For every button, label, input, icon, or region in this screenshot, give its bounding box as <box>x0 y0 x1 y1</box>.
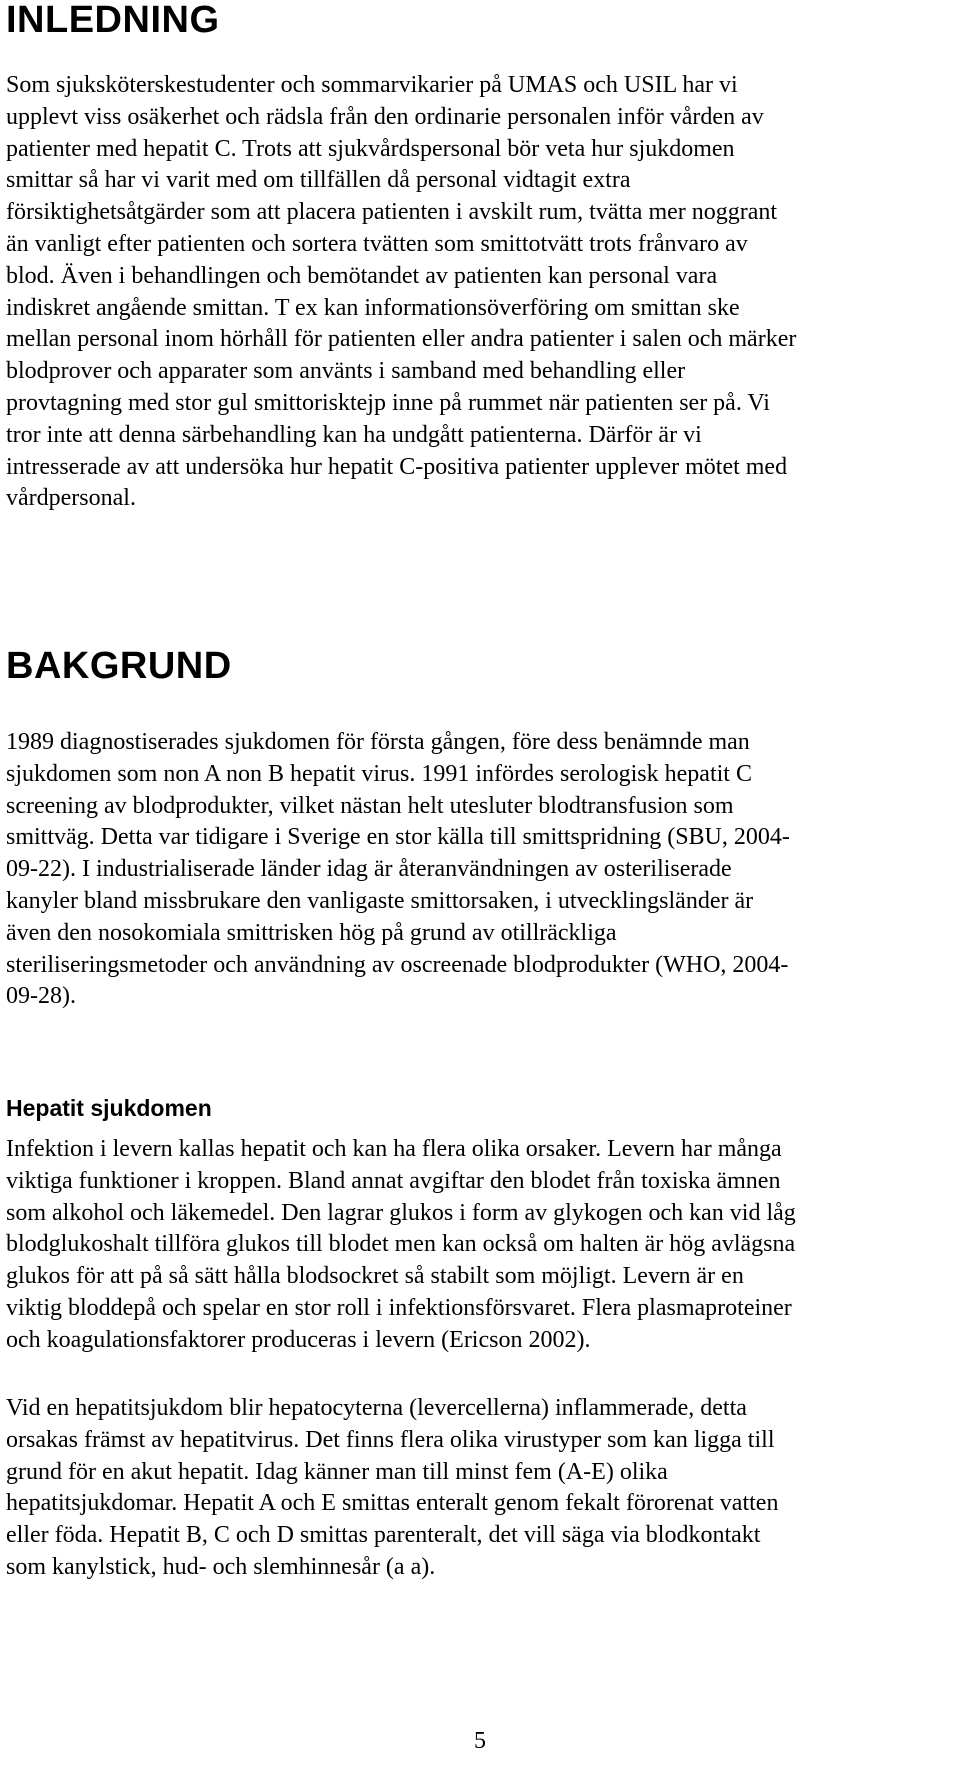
text-line: upplevt viss osäkerhet och rädsla från den ordinarie personalen inför vården av <box>6 103 764 130</box>
text-line: som alkohol och läkemedel. Den lagrar glukos i form av glykogen och kan vid låg <box>6 1199 796 1226</box>
text-line: smittväg. Detta var tidigare i Sverige en stor källa till smittspridning (SBU, 2004- <box>6 824 790 851</box>
text-line: försiktighetsåtgärder som att placera patienten i avskilt rum, tvätta mer noggrant <box>6 199 778 226</box>
text-line: viktiga funktioner i kroppen. Bland annat avgiftar den blodet från toxiska ämnen <box>6 1167 781 1194</box>
text-line: än vanligt efter patienten och sortera tvätten som smittotvätt trots frånvaro av <box>6 230 748 257</box>
bakgrund-paragraph <box>6 727 954 1013</box>
text-line: sjukdomen som non A non B hepatit virus. 1991 infördes serologisk hepatit C <box>6 760 752 787</box>
text-line: som kanylstick, hud- och slemhinnesår (a a). <box>6 1553 436 1580</box>
text-line: grund för en akut hepatit. Idag känner man till minst fem (A-E) olika <box>6 1458 668 1485</box>
text-line: 1989 diagnostiserades sjukdomen för första gången, före dess benämnde man <box>6 729 750 755</box>
text-line: Vid en hepatitsjukdom blir hepatocyterna (levercellerna) inflammerade, detta <box>6 1395 747 1421</box>
text-line: 09-28). <box>6 983 76 1010</box>
text-line: indiskret angående smittan. T ex kan informationsöverföring om smittan ske <box>6 294 740 321</box>
text-line: 09-22). I industrialiserade länder idag är återanvändningen av osteriliserade <box>6 856 732 883</box>
text-line: steriliseringsmetoder och användning av oscreenade blodprodukter (WHO, 2004- <box>6 951 789 978</box>
text-line: patienter med hepatit C. Trots att sjukvårdspersonal bör veta hur sjukdomen <box>6 135 735 162</box>
text-line: Som sjuksköterskestudenter och sommarvikarier på UMAS och USIL har vi <box>6 72 738 98</box>
heading-inledning: INLEDNING <box>6 0 220 41</box>
text-line: hepatitsjukdomar. Hepatit A och E smittas enteralt genom fekalt förorenat vatten <box>6 1490 779 1517</box>
hepatit-paragraph-2 <box>6 1393 954 1584</box>
text-line: blodglukoshalt tillföra glukos till blodet men kan också om halten är hög avlägsna <box>6 1231 796 1258</box>
text-line: glukos för att på så sätt hålla blodsockret så stabilt som möjligt. Levern är en <box>6 1263 744 1290</box>
heading-bakgrund: BAKGRUND <box>6 645 232 687</box>
heading-hepatit-sjukdomen: Hepatit sjukdomen <box>6 1095 212 1121</box>
text-line: kanyler bland missbrukare den vanligaste smittorsaken, i utvecklingsländer är <box>6 887 754 914</box>
text-line: smittar så har vi varit med om tillfällen då personal vidtagit extra <box>6 167 631 194</box>
hepatit-paragraph-1 <box>6 1134 954 1357</box>
text-line: screening av blodprodukter, vilket nästan helt utesluter blodtransfusion som <box>6 792 734 819</box>
page-number: 5 <box>474 1728 486 1754</box>
text-line: även den nosokomiala smittrisken hög på grund av otillräckliga <box>6 919 617 946</box>
text-line: och koagulationsfaktorer produceras i levern (Ericson 2002). <box>6 1326 591 1353</box>
text-line: eller föda. Hepatit B, C och D smittas parenteralt, det vill säga via blodkontakt <box>6 1522 761 1549</box>
inledning-paragraph <box>6 70 954 515</box>
text-line: provtagning med stor gul smittorisktejp inne på rummet när patienten ser på. Vi <box>6 389 770 416</box>
text-line: Infektion i levern kallas hepatit och kan ha flera olika orsaker. Levern har många <box>6 1136 782 1162</box>
text-line: vårdpersonal. <box>6 485 136 512</box>
text-line: blodprover och apparater som använts i samband med behandling eller <box>6 358 686 385</box>
text-line: mellan personal inom hörhåll för patienten eller andra patienter i salen och märker <box>6 326 797 353</box>
text-line: tror inte att denna särbehandling kan ha undgått patienterna. Därför är vi <box>6 421 702 448</box>
text-line: intresserade av att undersöka hur hepatit C-positiva patienter upplever mötet med <box>6 453 788 480</box>
text-line: orsakas främst av hepatitvirus. Det finns flera olika virustyper som kan ligga till <box>6 1426 775 1453</box>
text-line: viktig bloddepå och spelar en stor roll i infektionsförsvaret. Flera plasmaproteiner <box>6 1294 792 1321</box>
text-line: blod. Även i behandlingen och bemötandet av patienten kan personal vara <box>6 262 718 289</box>
